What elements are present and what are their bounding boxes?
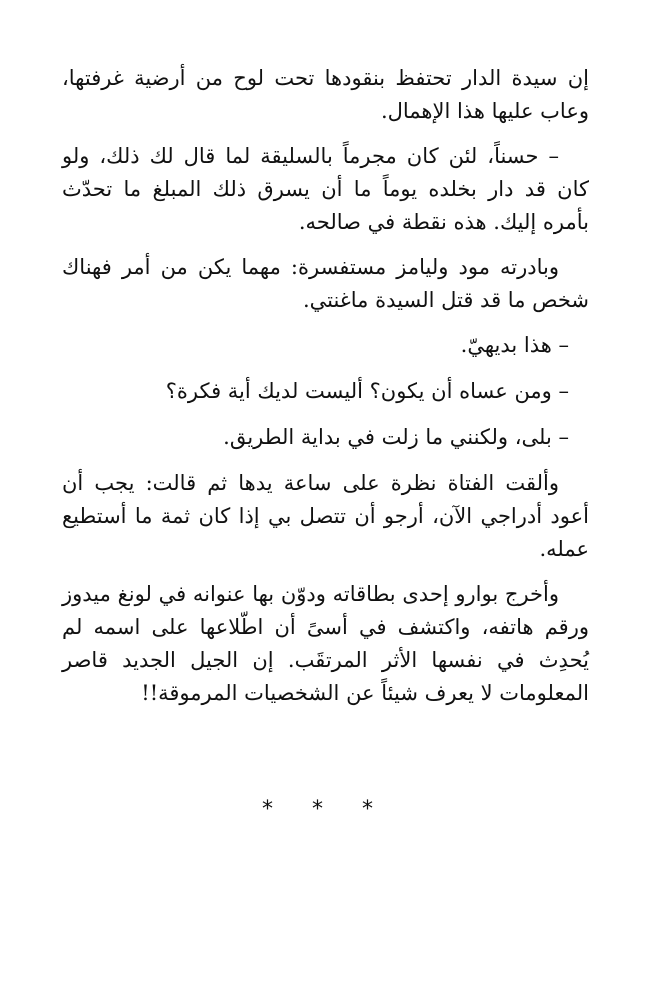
- dialogue-line-2: – ومن عساه أن يكون؟ أليست لديك أية فكرة؟: [165, 379, 569, 403]
- section-separator: * * *: [262, 797, 389, 822]
- paragraph-2: – حسناً، لئن كان مجرماً بالسليقة لما قال لك ذلك، ولو كان قد دار بخلده يوماً ما أن يسرق ذلك المبلغ ما تحدّث بأمره إليك. هذه نقطة في صالحه.: [62, 144, 589, 234]
- dialogue-line-3: – بلى، ولكنني ما زلت في بداية الطريق.: [223, 425, 569, 449]
- page-body: [62, 62, 589, 722]
- dialogue-line-1: – هذا بديهيّ.: [460, 333, 569, 357]
- paragraph-4: وألقت الفتاة نظرة على ساعة يدها ثم قالت: يجب أن أعود أدراجي الآن، أرجو أن تتصل بي إذا كان ثمة ما أستطيع عمله.: [62, 471, 589, 561]
- paragraph-5: وأخرج بوارو إحدى بطاقاته ودوّن بها عنوانه في لونغ ميدوز ورقم هاتفه، واكتشف في أسىً أن اطّلاعها على اسمه لم يُحدِث في نفسها الأثر المرتقَب. إن الجيل الجديد قاصر المعلومات لا يعرف شيئاً عن الشخصيات المرموقة!!: [62, 582, 589, 705]
- paragraph-1: إن سيدة الدار تحتفظ بنقودها تحت لوح من أرضية غرفتها، وعاب عليها هذا الإهمال.: [62, 66, 589, 123]
- paragraph-3: وبادرته مود وليامز مستفسرة: مهما يكن من أمر فهناك شخص ما قد قتل السيدة ماغنتي.: [62, 255, 589, 312]
